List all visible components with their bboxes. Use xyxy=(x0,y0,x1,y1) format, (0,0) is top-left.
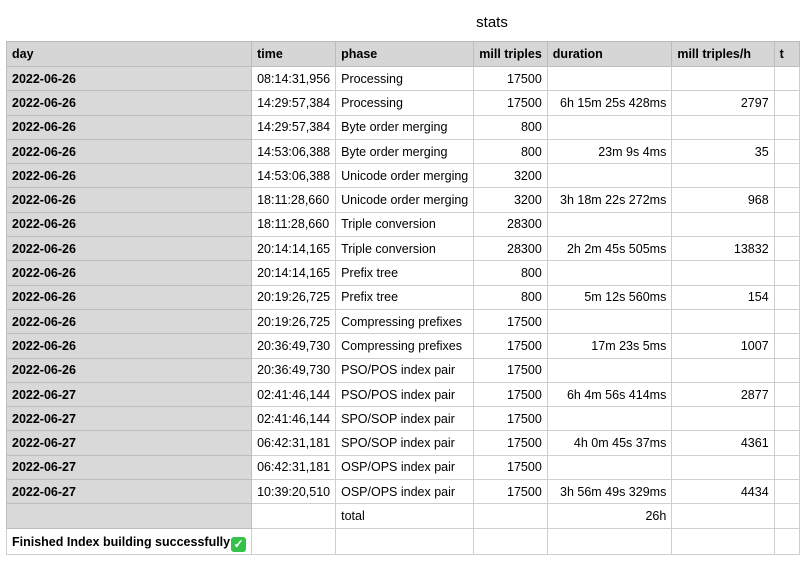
cell-time[interactable]: 08:14:31,956 xyxy=(252,67,336,91)
cell-day[interactable]: 2022-06-26 xyxy=(7,164,252,188)
total-duration[interactable]: 26h xyxy=(547,504,672,528)
stats-table xyxy=(6,41,800,555)
table-row xyxy=(7,407,800,431)
total-row xyxy=(7,504,800,528)
header-phase[interactable]: phase xyxy=(336,42,474,67)
cell-mill-triples[interactable]: 17500 xyxy=(474,91,548,115)
cell-day[interactable]: 2022-06-26 xyxy=(7,67,252,91)
cell-rate[interactable]: 1007 xyxy=(672,334,774,358)
cell-time[interactable]: 14:53:06,388 xyxy=(252,139,336,163)
cell-phase[interactable]: Prefix tree xyxy=(336,285,474,309)
cell-extra[interactable] xyxy=(774,480,799,504)
cell-duration[interactable] xyxy=(547,309,672,333)
cell-mill-triples[interactable]: 28300 xyxy=(474,212,548,236)
cell-time[interactable] xyxy=(252,504,336,528)
cell-phase[interactable]: PSO/POS index pair xyxy=(336,358,474,382)
cell-rate[interactable]: 2797 xyxy=(672,91,774,115)
cell-day[interactable]: 2022-06-27 xyxy=(7,431,252,455)
header-duration[interactable]: duration xyxy=(547,42,672,67)
cell-phase[interactable]: OSP/OPS index pair xyxy=(336,480,474,504)
cell-duration[interactable] xyxy=(547,115,672,139)
cell-extra[interactable] xyxy=(774,212,799,236)
cell-phase[interactable]: Processing xyxy=(336,67,474,91)
cell-extra[interactable] xyxy=(774,237,799,261)
header-day[interactable]: day xyxy=(7,42,252,67)
cell-day[interactable]: 2022-06-26 xyxy=(7,188,252,212)
table-row xyxy=(7,431,800,455)
cell-mill-triples[interactable]: 3200 xyxy=(474,164,548,188)
cell-rate[interactable] xyxy=(672,212,774,236)
cell-rate[interactable] xyxy=(672,164,774,188)
cell-extra[interactable] xyxy=(774,407,799,431)
cell-extra[interactable] xyxy=(774,91,799,115)
cell-time[interactable]: 20:14:14,165 xyxy=(252,237,336,261)
table-row xyxy=(7,115,800,139)
cell-duration[interactable]: 6h 4m 56s 414ms xyxy=(547,382,672,406)
cell-day[interactable]: 2022-06-26 xyxy=(7,91,252,115)
cell-mill-triples[interactable]: 800 xyxy=(474,285,548,309)
cell-day[interactable]: 2022-06-27 xyxy=(7,455,252,479)
cell-day[interactable]: 2022-06-26 xyxy=(7,261,252,285)
header-rate[interactable]: mill triples/h xyxy=(672,42,774,67)
cell-duration[interactable] xyxy=(547,67,672,91)
cell-phase[interactable]: Compressing prefixes xyxy=(336,334,474,358)
footer-cell[interactable] xyxy=(7,528,252,554)
cell-rate[interactable]: 968 xyxy=(672,188,774,212)
cell-mill-triples[interactable] xyxy=(474,528,548,554)
cell-day[interactable]: 2022-06-26 xyxy=(7,358,252,382)
cell-extra[interactable] xyxy=(774,528,799,554)
cell-phase[interactable]: Byte order merging xyxy=(336,139,474,163)
cell-rate[interactable] xyxy=(672,261,774,285)
cell-phase[interactable]: Processing xyxy=(336,91,474,115)
cell-day[interactable]: 2022-06-27 xyxy=(7,480,252,504)
cell-phase[interactable]: Unicode order merging xyxy=(336,188,474,212)
cell-phase[interactable]: Byte order merging xyxy=(336,115,474,139)
table-row xyxy=(7,164,800,188)
cell-extra[interactable] xyxy=(774,334,799,358)
cell-mill-triples[interactable]: 17500 xyxy=(474,407,548,431)
cell-day[interactable]: 2022-06-26 xyxy=(7,212,252,236)
cell-mill-triples[interactable]: 17500 xyxy=(474,358,548,382)
header-extra[interactable]: t xyxy=(774,42,799,67)
table-row xyxy=(7,212,800,236)
cell-extra[interactable] xyxy=(774,431,799,455)
sheet-title: stats xyxy=(476,14,508,31)
cell-phase[interactable]: Unicode order merging xyxy=(336,164,474,188)
cell-rate[interactable] xyxy=(672,309,774,333)
cell-rate[interactable]: 13832 xyxy=(672,237,774,261)
cell-duration[interactable] xyxy=(547,358,672,382)
cell-time[interactable]: 20:19:26,725 xyxy=(252,309,336,333)
cell-rate[interactable] xyxy=(672,504,774,528)
cell-extra[interactable] xyxy=(774,115,799,139)
total-label[interactable]: total xyxy=(336,504,474,528)
cell-mill-triples[interactable]: 17500 xyxy=(474,480,548,504)
header-time[interactable]: time xyxy=(252,42,336,67)
cell-extra[interactable] xyxy=(774,139,799,163)
cell-day[interactable] xyxy=(7,504,252,528)
cell-duration[interactable] xyxy=(547,407,672,431)
cell-rate[interactable]: 2877 xyxy=(672,382,774,406)
cell-mill-triples[interactable]: 17500 xyxy=(474,67,548,91)
cell-time[interactable]: 18:11:28,660 xyxy=(252,212,336,236)
cell-duration[interactable]: 3h 56m 49s 329ms xyxy=(547,480,672,504)
cell-mill-triples[interactable]: 17500 xyxy=(474,309,548,333)
cell-duration[interactable] xyxy=(547,212,672,236)
cell-time[interactable]: 06:42:31,181 xyxy=(252,455,336,479)
table-row xyxy=(7,480,800,504)
cell-day[interactable]: 2022-06-27 xyxy=(7,407,252,431)
check-mark-icon: ✓ xyxy=(231,537,246,552)
cell-rate[interactable] xyxy=(672,455,774,479)
cell-time[interactable]: 06:42:31,181 xyxy=(252,431,336,455)
cell-mill-triples[interactable]: 17500 xyxy=(474,382,548,406)
cell-extra[interactable] xyxy=(774,285,799,309)
cell-phase[interactable]: Triple conversion xyxy=(336,237,474,261)
table-row xyxy=(7,139,800,163)
cell-extra[interactable] xyxy=(774,504,799,528)
cell-mill-triples[interactable]: 17500 xyxy=(474,334,548,358)
table-row xyxy=(7,285,800,309)
cell-rate[interactable]: 4361 xyxy=(672,431,774,455)
cell-duration[interactable] xyxy=(547,261,672,285)
cell-mill-triples[interactable]: 17500 xyxy=(474,431,548,455)
cell-time[interactable]: 14:29:57,384 xyxy=(252,91,336,115)
cell-time[interactable]: 14:29:57,384 xyxy=(252,115,336,139)
cell-time[interactable]: 20:19:26,725 xyxy=(252,285,336,309)
table-row xyxy=(7,358,800,382)
cell-mill-triples[interactable]: 800 xyxy=(474,115,548,139)
cell-rate[interactable] xyxy=(672,115,774,139)
cell-extra[interactable] xyxy=(774,188,799,212)
cell-time[interactable]: 14:53:06,388 xyxy=(252,164,336,188)
cell-duration[interactable] xyxy=(547,164,672,188)
cell-rate[interactable] xyxy=(672,407,774,431)
table-row xyxy=(7,67,800,91)
cell-rate[interactable] xyxy=(672,528,774,554)
cell-duration[interactable]: 17m 23s 5ms xyxy=(547,334,672,358)
cell-phase[interactable]: OSP/OPS index pair xyxy=(336,455,474,479)
header-mill-triples[interactable]: mill triples xyxy=(474,42,548,67)
cell-extra[interactable] xyxy=(774,358,799,382)
cell-day[interactable]: 2022-06-26 xyxy=(7,309,252,333)
table-row xyxy=(7,237,800,261)
cell-duration[interactable]: 23m 9s 4ms xyxy=(547,139,672,163)
cell-phase[interactable] xyxy=(336,528,474,554)
cell-day[interactable]: 2022-06-26 xyxy=(7,139,252,163)
cell-day[interactable]: 2022-06-26 xyxy=(7,115,252,139)
cell-mill-triples[interactable]: 28300 xyxy=(474,237,548,261)
cell-time[interactable]: 18:11:28,660 xyxy=(252,188,336,212)
cell-phase[interactable]: PSO/POS index pair xyxy=(336,382,474,406)
cell-time[interactable]: 10:39:20,510 xyxy=(252,480,336,504)
cell-phase[interactable]: Triple conversion xyxy=(336,212,474,236)
cell-extra[interactable] xyxy=(774,164,799,188)
cell-mill-triples[interactable]: 800 xyxy=(474,139,548,163)
stats-table-container xyxy=(6,41,800,555)
cell-mill-triples[interactable]: 17500 xyxy=(474,455,548,479)
cell-time[interactable]: 20:36:49,730 xyxy=(252,358,336,382)
cell-day[interactable]: 2022-06-26 xyxy=(7,285,252,309)
cell-time[interactable] xyxy=(252,528,336,554)
cell-extra[interactable] xyxy=(774,455,799,479)
cell-phase[interactable]: Compressing prefixes xyxy=(336,309,474,333)
table-row xyxy=(7,334,800,358)
cell-phase[interactable]: SPO/SOP index pair xyxy=(336,407,474,431)
cell-time[interactable]: 20:14:14,165 xyxy=(252,261,336,285)
cell-rate[interactable]: 154 xyxy=(672,285,774,309)
table-row xyxy=(7,382,800,406)
table-row xyxy=(7,91,800,115)
cell-day[interactable]: 2022-06-26 xyxy=(7,334,252,358)
cell-rate[interactable]: 4434 xyxy=(672,480,774,504)
cell-extra[interactable] xyxy=(774,382,799,406)
cell-day[interactable]: 2022-06-26 xyxy=(7,237,252,261)
cell-duration[interactable] xyxy=(547,528,672,554)
cell-duration[interactable]: 4h 0m 45s 37ms xyxy=(547,431,672,455)
cell-duration[interactable] xyxy=(547,455,672,479)
cell-extra[interactable] xyxy=(774,67,799,91)
cell-rate[interactable]: 35 xyxy=(672,139,774,163)
cell-phase[interactable]: Prefix tree xyxy=(336,261,474,285)
cell-mill-triples[interactable] xyxy=(474,504,548,528)
header-row xyxy=(7,42,800,67)
cell-duration[interactable]: 5m 12s 560ms xyxy=(547,285,672,309)
cell-extra[interactable] xyxy=(774,261,799,285)
cell-duration[interactable]: 6h 15m 25s 428ms xyxy=(547,91,672,115)
cell-time[interactable]: 20:36:49,730 xyxy=(252,334,336,358)
cell-mill-triples[interactable]: 3200 xyxy=(474,188,548,212)
table-row xyxy=(7,455,800,479)
footer-row xyxy=(7,528,800,554)
table-row xyxy=(7,309,800,333)
cell-rate[interactable] xyxy=(672,67,774,91)
cell-time[interactable]: 02:41:46,144 xyxy=(252,407,336,431)
cell-rate[interactable] xyxy=(672,358,774,382)
cell-duration[interactable]: 2h 2m 45s 505ms xyxy=(547,237,672,261)
cell-time[interactable]: 02:41:46,144 xyxy=(252,382,336,406)
cell-extra[interactable] xyxy=(774,309,799,333)
cell-duration[interactable]: 3h 18m 22s 272ms xyxy=(547,188,672,212)
cell-day[interactable]: 2022-06-27 xyxy=(7,382,252,406)
table-row xyxy=(7,261,800,285)
cell-phase[interactable]: SPO/SOP index pair xyxy=(336,431,474,455)
table-row xyxy=(7,188,800,212)
footer-text: Finished Index building successfully xyxy=(12,534,231,549)
cell-mill-triples[interactable]: 800 xyxy=(474,261,548,285)
